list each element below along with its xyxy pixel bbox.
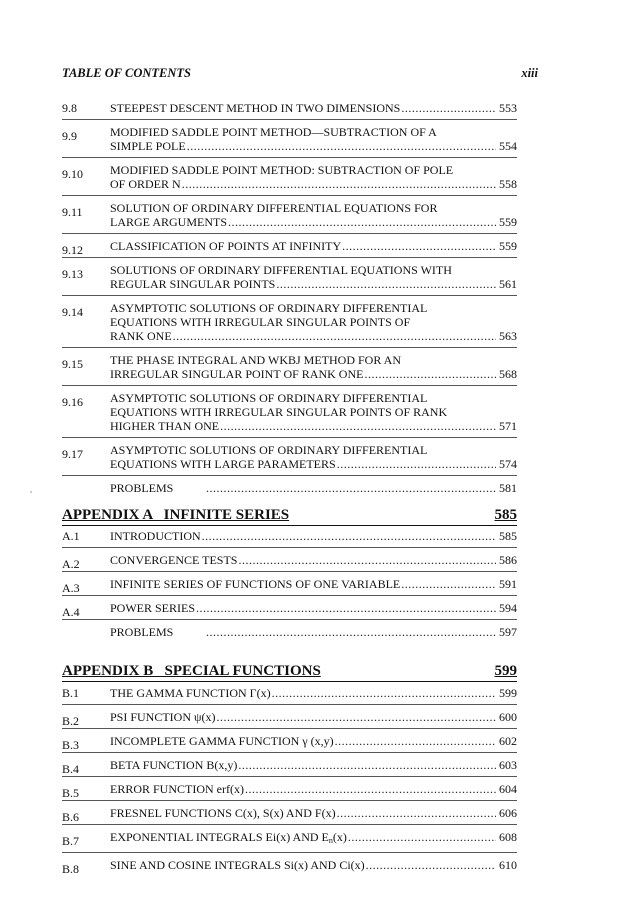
entry-title [110,215,227,229]
entry-page-number: 608 [499,830,517,844]
dot-leader [401,577,496,591]
appendix-a-title: APPENDIX A INFINITE SERIES [62,507,290,523]
entry-divider [62,385,517,386]
entry-title [110,177,181,191]
entry-number: B.2 [62,714,80,728]
appendix-b-heading [62,663,517,682]
entry-number: 9.13 [62,267,83,281]
entry-title [110,830,347,848]
dot-leader [401,101,496,115]
dot-leader [217,710,496,724]
entry-title-text: PROBLEMS [110,625,174,639]
entry-divider [62,119,517,120]
entry-title-line: SOLUTION OF ORDINARY DIFFERENTIAL EQUATIONS FOR [110,201,438,215]
dot-leader [220,419,496,433]
dot-leader [276,277,496,291]
dot-leader [206,481,496,495]
toc-entry[interactable] [62,475,517,495]
entry-number: A.1 [62,529,80,543]
entry-title-text: FRESNEL FUNCTIONS C(x), S(x) AND F(x) [110,806,336,820]
entry-page-number: 610 [499,858,517,872]
appendix-b-entries [62,686,517,876]
entry-title-text: SIMPLE POLE [110,139,186,153]
toc-entry[interactable] [62,728,517,752]
entry-title [110,734,334,748]
toc-entry[interactable] [62,437,517,471]
toc-entry[interactable] [62,686,517,700]
toc-entry[interactable] [62,571,517,595]
running-head-page-number: xiii [521,66,538,80]
entry-number: B.4 [62,762,80,776]
chapter-9-entries [62,101,517,495]
entry-title-line: THE PHASE INTEGRAL AND WKBJ METHOD FOR AN [110,353,402,367]
entry-divider [62,824,517,825]
entry-page-number: 554 [499,139,517,153]
entry-title-suffix: (x) [332,830,347,844]
toc-entry[interactable] [62,800,517,824]
entry-divider [62,347,517,348]
entry-divider [62,852,517,853]
entry-number: 9.17 [62,447,83,461]
entry-page-number: 586 [499,553,517,567]
entry-divider [62,704,517,705]
entry-page-number: 581 [499,481,517,495]
appendix-a-page: 585 [494,507,517,523]
running-head-title: TABLE OF CONTENTS [62,66,191,80]
appendix-a-heading [62,507,517,526]
entry-page-number: 603 [499,758,517,772]
dot-leader [202,529,496,543]
toc-entry[interactable] [62,776,517,800]
entry-divider [62,800,517,801]
entry-page-number: 563 [499,329,517,343]
dot-leader [342,239,496,253]
dot-leader [337,806,496,820]
entry-divider [62,619,517,620]
entry-title [110,457,336,471]
toc-entry[interactable] [62,119,517,153]
entry-number: 9.10 [62,167,83,181]
toc-entry[interactable] [62,852,517,876]
toc-entry[interactable] [62,257,517,291]
entry-divider [62,195,517,196]
entry-page-number: 559 [499,215,517,229]
dot-leader [337,457,496,471]
dot-leader [182,177,496,191]
entry-page-number: 553 [499,101,517,115]
toc-entry[interactable] [62,547,517,571]
entry-divider [62,475,517,476]
entry-title [110,529,201,543]
entry-number: B.7 [62,834,80,848]
entry-title [110,625,205,639]
entry-page-number: 604 [499,782,517,796]
entry-number: 9.14 [62,305,83,319]
entry-number: A.2 [62,557,80,571]
entry-title-line: ASYMPTOTIC SOLUTIONS OF ORDINARY DIFFERENTIAL [110,301,428,315]
dot-leader [335,734,496,748]
entry-page-number: 606 [499,806,517,820]
entry-divider [62,437,517,438]
entry-title-subscript: n [328,836,333,845]
entry-title [110,101,400,115]
toc-entry[interactable] [62,752,517,776]
dot-leader [187,139,496,153]
entry-title-line: ASYMPTOTIC SOLUTIONS OF ORDINARY DIFFERENTIAL [110,443,428,457]
dot-leader [272,686,496,700]
entry-title [110,601,195,615]
entry-divider [62,295,517,296]
appendix-b-title: APPENDIX B SPECIAL FUNCTIONS [62,663,321,679]
entry-title-text: INTRODUCTION [110,529,201,543]
entry-divider [62,547,517,548]
toc-entry[interactable] [62,295,517,343]
entry-page-number: 600 [499,710,517,724]
toc-entry[interactable] [62,233,517,257]
entry-number: 9.9 [62,129,77,143]
entry-title-text: STEEPEST DESCENT METHOD IN TWO DIMENSIONS [110,101,401,115]
entry-title [110,782,244,796]
entry-title-text: LARGE ARGUMENTS [110,215,228,229]
entry-page-number: 568 [499,367,517,381]
entry-number: B.8 [62,862,80,876]
toc-entry[interactable] [62,824,517,848]
dot-leader [366,858,496,872]
dot-leader [245,782,496,796]
dot-leader [196,601,496,615]
entry-page-number: 591 [499,577,517,591]
entry-divider [62,776,517,777]
entry-title [110,239,341,253]
entry-page-number: 585 [499,529,517,543]
entry-title [110,806,336,820]
entry-title [110,329,172,343]
entry-title-line: ASYMPTOTIC SOLUTIONS OF ORDINARY DIFFERENTIAL [110,391,428,405]
toc-entry[interactable] [62,619,517,639]
entry-title [110,419,219,433]
entry-title-text: REGULAR SINGULAR POINTS [110,277,276,291]
appendix-b-page: 599 [494,663,517,679]
entry-title-line: EQUATIONS WITH IRREGULAR SINGULAR POINTS OF RANK [110,405,448,419]
entry-title [110,553,237,567]
entry-divider [62,571,517,572]
toc-entry[interactable] [62,347,517,381]
dot-leader [173,329,496,343]
dot-leader [238,758,496,772]
entry-title-text: POWER SERIES [110,601,196,615]
toc-entry[interactable] [62,101,517,115]
entry-number: B.1 [62,686,80,700]
dot-leader [238,553,496,567]
dot-leader [228,215,496,229]
entry-title [110,277,275,291]
entry-title-text: RANK ONE [110,329,172,343]
entry-title-text: EXPONENTIAL INTEGRALS Ei(x) AND E [110,830,329,844]
scan-speck [30,491,32,493]
entry-title-text: EQUATIONS WITH LARGE PARAMETERS [110,457,336,471]
dot-leader [206,625,496,639]
entry-number: B.6 [62,810,80,824]
toc-entry[interactable] [62,195,517,229]
entry-number: B.3 [62,738,80,752]
entry-divider [62,752,517,753]
entry-title-line: SOLUTIONS OF ORDINARY DIFFERENTIAL EQUATIONS WITH [110,263,452,277]
entry-divider [62,728,517,729]
entry-title-text: IRREGULAR SINGULAR POINT OF RANK ONE [110,367,364,381]
entry-title-text: SINE AND COSINE INTEGRALS Si(x) AND Ci(x) [110,858,365,872]
entry-title-text: HIGHER THAN ONE [110,419,220,433]
entry-divider [62,595,517,596]
toc-entry[interactable] [62,704,517,728]
toc-entry[interactable] [62,157,517,191]
entry-page-number: 597 [499,625,517,639]
entry-page-number: 594 [499,601,517,615]
entry-title [110,858,365,872]
entry-title [110,710,216,724]
entry-page-number: 571 [499,419,517,433]
entry-number: 9.16 [62,395,83,409]
entry-title-text: OF ORDER N [110,177,181,191]
entry-title [110,139,186,153]
dot-leader [348,830,496,844]
entry-title-text: BETA FUNCTION B(x,y) [110,758,238,772]
entry-number: 9.8 [62,101,77,115]
entry-title-line: MODIFIED SADDLE POINT METHOD—SUBTRACTION OF A [110,125,437,139]
entry-page-number: 574 [499,457,517,471]
toc-entry[interactable] [62,385,517,433]
entry-title [110,758,237,772]
entry-number: A.4 [62,605,80,619]
entry-title-text: ERROR FUNCTION erf(x) [110,782,244,796]
entry-title-text: PSI FUNCTION ψ(x) [110,710,216,724]
entry-title-text: INCOMPLETE GAMMA FUNCTION γ (x,y) [110,734,334,748]
entry-title-text: THE GAMMA FUNCTION Γ(x) [110,686,271,700]
entry-number: 9.11 [62,205,83,219]
entry-divider [62,257,517,258]
dot-leader [364,367,496,381]
entry-title-text: PROBLEMS [110,481,174,495]
entry-title [110,481,205,495]
entry-title [110,367,363,381]
entry-page-number: 602 [499,734,517,748]
toc-entry[interactable] [62,529,517,543]
entry-title-text: CONVERGENCE TESTS [110,553,238,567]
entry-divider [62,233,517,234]
entry-page-number: 561 [499,277,517,291]
entry-title [110,577,400,591]
entry-title [110,686,271,700]
appendix-a-entries [62,529,517,639]
entry-number: 9.12 [62,243,83,257]
entry-number: 9.15 [62,357,83,371]
toc-entry[interactable] [62,595,517,619]
entry-title-line: MODIFIED SADDLE POINT METHOD: SUBTRACTION OF POLE [110,163,454,177]
entry-title-text: CLASSIFICATION OF POINTS AT INFINITY [110,239,342,253]
entry-page-number: 599 [499,686,517,700]
entry-divider [62,157,517,158]
entry-page-number: 559 [499,239,517,253]
entry-title-text: INFINITE SERIES OF FUNCTIONS OF ONE VARIABLE [110,577,401,591]
entry-page-number: 558 [499,177,517,191]
entry-title-line: EQUATIONS WITH IRREGULAR SINGULAR POINTS OF [110,315,411,329]
entry-number: A.3 [62,581,80,595]
entry-number: B.5 [62,786,80,800]
